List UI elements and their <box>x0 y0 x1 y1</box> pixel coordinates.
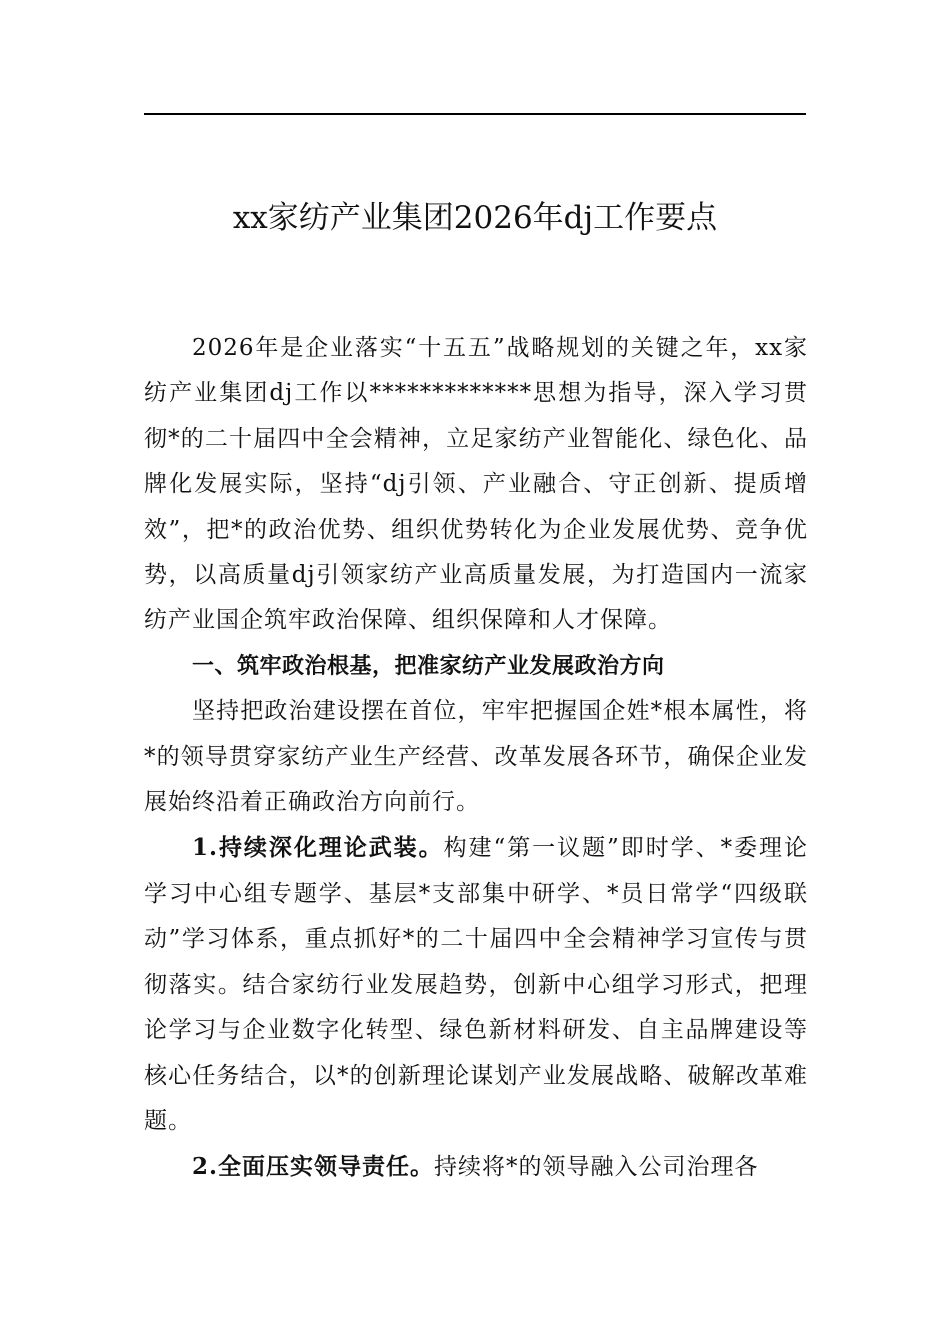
document-body <box>144 326 808 1191</box>
intro-paragraph: 2026年是企业落实“十五五”战略规划的关键之年，xx家纺产业集团dj工作以*************思想为指导，深入学习贯彻*的二十届四中全会精神，立足家纺产业智能化、绿色化、品牌化发展实际，坚持“dj引领、产业融合、守正创新、提质增效”，把*的政治优势、组织优势转化为企业发展优势、竞争优势，以高质量dj引领家纺产业高质量发展，为打造国内一流家纺产业国企筑牢政治保障、组织保障和人才保障。 <box>144 335 808 634</box>
item-2-paragraph <box>144 1144 808 1190</box>
item-1-paragraph <box>144 825 808 1144</box>
section-1-heading: 一、筑牢政治根基，把准家纺产业发展政治方向 <box>192 653 665 679</box>
document-title: xx家纺产业集团2026年dj工作要点 <box>232 200 718 236</box>
header-rule <box>144 113 806 115</box>
section-1-intro: 坚持把政治建设摆在首位，牢牢把握国企姓*根本属性，将*的领导贯穿家纺产业生产经营、改革发展各环节，确保企业发展始终沿着正确政治方向前行。 <box>144 698 808 816</box>
item-2-lead: 2.全面压实领导责任。 <box>192 1153 435 1181</box>
item-1-lead: 1.持续深化理论武装。 <box>192 834 444 862</box>
item-2-text: 持续将*的领导融入公司治理各 <box>434 1154 759 1181</box>
item-1-text: 构建“第一议题”即时学、*委理论学习中心组专题学、基层*支部集中研学、*员日常学“四级联动”学习体系，重点抓好*的二十届四中全会精神学习宣传与贯彻落实。结合家纺行业发展趋势，创新中心组学习形式，把理论学习与企业数字化转型、绿色新材料研发、自主品牌建设等核心任务结合，以*的创新理论谋划产业发展战略、破解改革难题。 <box>144 835 808 1134</box>
